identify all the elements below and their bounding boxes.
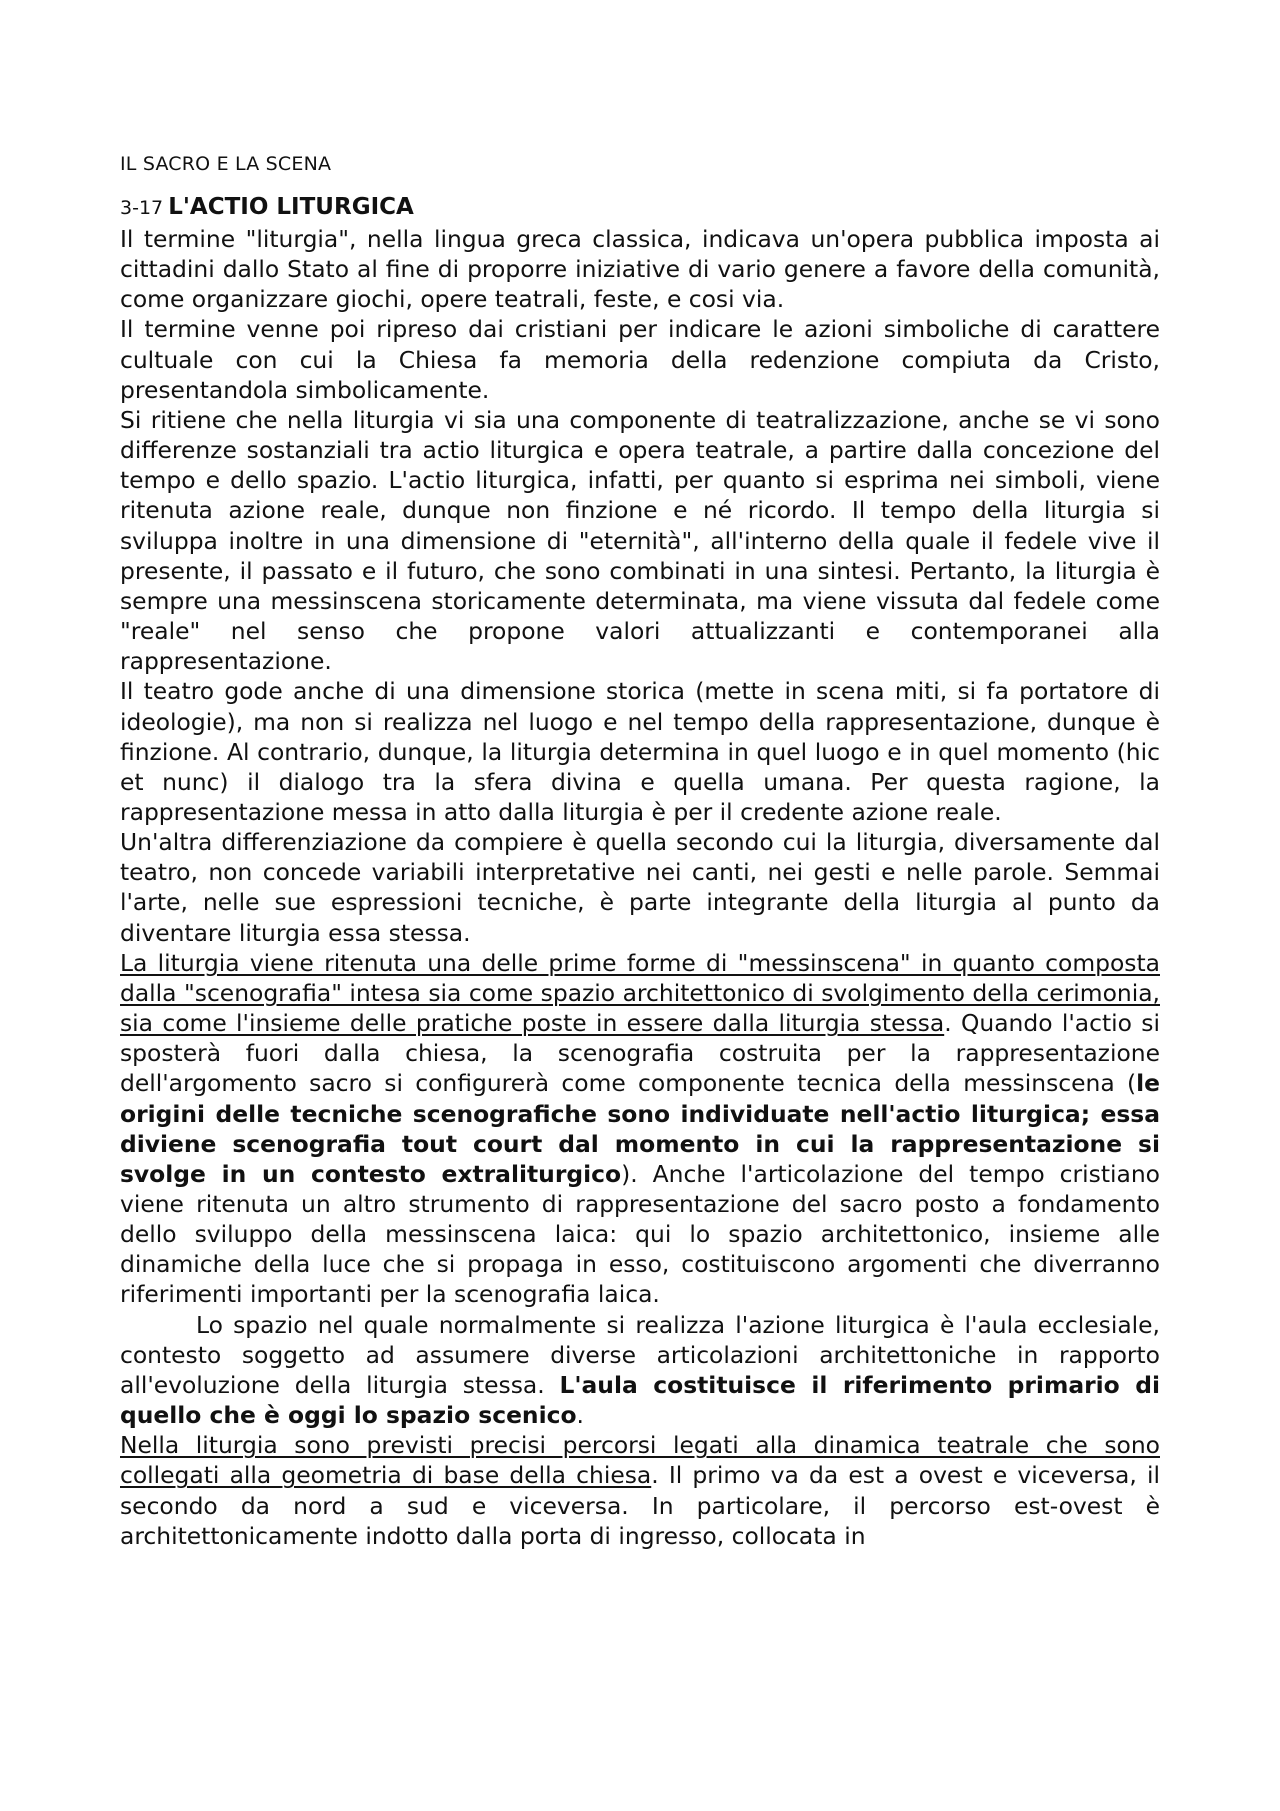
- document-page: [120, 150, 1160, 1551]
- bold-passage: le origini delle tecniche scenografiche sono individuate nell'actio liturgica; essa diviene scenografia tout court dal momento in cui la rappresentazione si svolge in un contesto extraliturgico: [120, 1069, 1160, 1188]
- paragraph-8-text-a: . Il primo va da est a ovest e viceversa, il secondo da nord a sud e viceversa. In particolare, il percorso est-ovest è architettonicamente indotto dalla porta di ingresso, collocata in: [120, 1461, 1160, 1550]
- paragraph-6-text-b: ). Anche l'articolazione del tempo cristiano viene ritenuta un altro strumento di rappresentazione del sacro posto a fondamento dello sviluppo della messinscena laica: qui lo spazio architettonico, insieme alle dinamiche della luce che si propaga in esso, costituiscono argomenti che diverranno riferimenti importanti per la scenografia laica.: [120, 1159, 1160, 1309]
- paragraph-5: Un'altra differenziazione da compiere è quella secondo cui la liturgia, diversamente dal teatro, non concede variabili interpretative nei canti, nei gesti e nelle parole. Semmai l'arte, nelle sue espressioni tecniche, è parte integrante della liturgia al punto da diventare liturgia essa stessa.: [120, 828, 1160, 947]
- paragraph-7: [120, 1310, 1160, 1431]
- paragraph-6-text-a: . Quando l'actio si sposterà fuori dalla chiesa, la scenografia costruita per la rappresentazione dell'argomento sacro si configurerà come componente tecnica della messinscena (: [120, 1009, 1160, 1098]
- paragraph-1: Il termine "liturgia", nella lingua greca classica, indicava un'opera pubblica imposta ai cittadini dallo Stato al fine di proporre iniziative di vario genere a favore della comunità, come organizzare giochi, opere teatrali, feste, e cosi via.: [120, 225, 1160, 314]
- section-title: L'ACTIO LITURGICA: [168, 194, 414, 220]
- underlined-passage: La liturgia viene ritenuta una delle prime forme di "messinscena" in quanto composta dalla "scenografia" intesa sia come spazio architettonico di svolgimento della cerimonia, sia come l'insieme delle pratiche poste in essere dalla liturgia stessa: [120, 948, 1160, 1038]
- paragraph-8: [120, 1430, 1160, 1551]
- paragraph-7-text-b: .: [576, 1401, 584, 1430]
- running-header: IL SACRO E LA SCENA: [120, 153, 332, 175]
- paragraph-3: Si ritiene che nella liturgia vi sia una componente di teatralizzazione, anche se vi sono differenze sostanziali tra actio liturgica e opera teatrale, a partire dalla concezione del tempo e dello spazio. L'actio liturgica, infatti, per quanto si esprima nei simboli, viene ritenuta azione reale, dunque non finzione e né ricordo. Il tempo della liturgia si sviluppa inoltre in una dimensione di "eternità", all'interno della quale il fedele vive il presente, il passato e il futuro, che sono combinati in una sintesi. Pertanto, la liturgia è sempre una messinscena storicamente determinata, ma viene vissuta dal fedele come "reale" nel senso che propone valori attualizzanti e contemporanei alla rappresentazione.: [120, 405, 1160, 676]
- section-heading: [120, 192, 1160, 224]
- paragraph-2: Il termine venne poi ripreso dai cristiani per indicare le azioni simboliche di carattere cultuale con cui la Chiesa fa memoria della redenzione compiuta da Cristo, presentandola simbolicamente.: [120, 315, 1160, 404]
- paragraph-7-text-a: Lo spazio nel quale normalmente si realizza l'azione liturgica è l'aula ecclesiale, contesto soggetto ad assumere diverse articolazioni architettoniche in rapporto all'evoluzione della liturgia stessa.: [120, 1310, 1160, 1399]
- paragraph-4: Il teatro gode anche di una dimensione storica (mette in scena miti, si fa portatore di ideologie), ma non si realizza nel luogo e nel tempo della rappresentazione, dunque è finzione. Al contrario, dunque, la liturgia determina in quel luogo e in quel momento (hic et nunc) il dialogo tra la sfera divina e quella umana. Per questa ragione, la rappresentazione messa in atto dalla liturgia è per il credente azione reale.: [120, 677, 1160, 826]
- section-number: 3-17: [120, 197, 164, 219]
- underlined-passage: Nella liturgia sono previsti precisi percorsi legati alla dinamica teatrale che sono collegati alla geometria di base della chiesa: [120, 1431, 1160, 1490]
- body-text: [120, 224, 1160, 1551]
- bold-passage: L'aula costituisce il riferimento primario di quello che è oggi lo spazio scenico: [120, 1370, 1160, 1430]
- paragraph-6: [120, 948, 1160, 1310]
